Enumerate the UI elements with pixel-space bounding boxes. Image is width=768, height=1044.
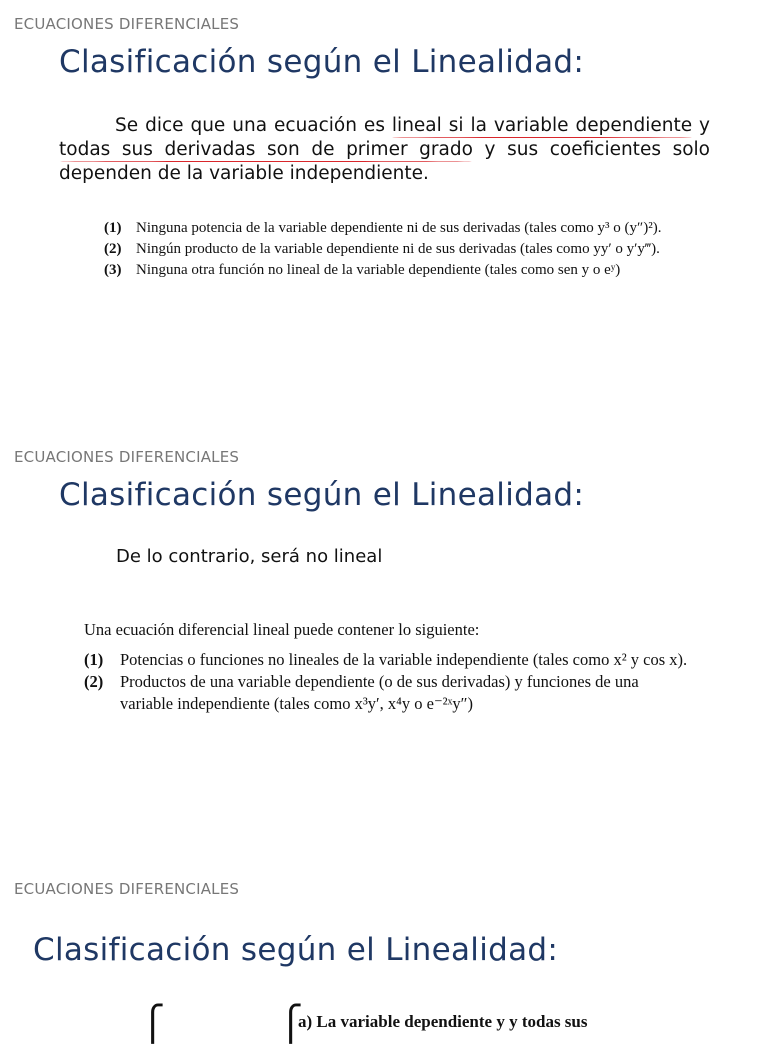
slide2-lead: Una ecuación diferencial lineal puede contener lo siguiente:	[84, 620, 480, 639]
para-text-1: Se dice que una ecuación es	[115, 115, 392, 136]
list-item-number: (1)	[84, 650, 104, 669]
slide2-text: De lo contrario, será no lineal	[116, 546, 383, 567]
list-item-number: (2)	[84, 672, 104, 691]
list-item-text: Potencias o funciones no lineales de la variable independiente (tales como x² y cos x).	[120, 650, 688, 669]
underlined-phrase-1: lineal si la variable dependiente	[391, 115, 693, 136]
list-item-number: (1)	[104, 220, 122, 236]
list-item	[104, 218, 674, 239]
slide1-title: Clasificación según el Linealidad:	[59, 44, 585, 80]
slide1-list	[104, 218, 674, 281]
list-item	[104, 239, 674, 260]
slide3-header: ECUACIONES DIFERENCIALES	[14, 880, 240, 898]
para-text-2: y	[692, 115, 710, 136]
slide1-header: ECUACIONES DIFERENCIALES	[14, 15, 240, 33]
underlined-phrase-2: todas sus derivadas son de primer grado	[59, 139, 473, 160]
list-item-text: Ningún producto de la variable dependiente ni de sus derivadas (tales como yy′ o y′y‴).	[136, 241, 660, 257]
left-bracket-icon: ⎧	[140, 1004, 166, 1044]
list-item	[104, 260, 674, 281]
slide2-title: Clasificación según el Linealidad:	[59, 477, 585, 513]
list-item	[84, 671, 694, 715]
list-item-number: (3)	[104, 262, 122, 278]
slide1-paragraph	[59, 114, 710, 186]
para-text-3: y sus coeficientes solo dependen de la variable independiente.	[59, 139, 710, 184]
list-item-text: Ninguna otra función no lineal de la variable dependiente (tales como sen y o eʸ)	[136, 262, 621, 278]
slide3-partial-text: a) La variable dependiente y y todas sus	[298, 1012, 588, 1031]
inner-bracket-icon: ⎧	[278, 1004, 304, 1044]
list-item-text: Ninguna potencia de la variable dependiente ni de sus derivadas (tales como y³ o (y″)²).	[136, 220, 662, 236]
slide2-header: ECUACIONES DIFERENCIALES	[14, 448, 240, 466]
list-item-text: Productos de una variable dependiente (o de sus derivadas) y funciones de una variable independiente (tales como x³y′, x⁴y o e⁻²ˣy″)	[120, 672, 639, 713]
slide3-title: Clasificación según el Linealidad:	[33, 932, 559, 968]
slide2-list	[84, 619, 694, 715]
list-item	[84, 649, 694, 671]
list-item-number: (2)	[104, 241, 122, 257]
